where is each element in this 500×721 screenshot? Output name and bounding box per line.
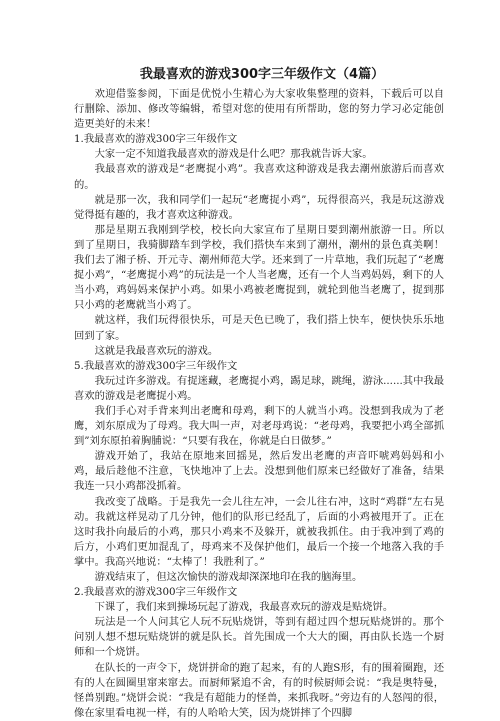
body-paragraph: 我们手心对手背来判出老鹰和母鸡，剩下的人就当小鸡。没想到我成为了老鹰，刘东原成为了母鸡。我大叫一声，对老母鸡说：“老母鸡，我要把小鸡全部抓到”刘东原拍着胸脯说：“只要有我在，你就是白日做梦。” xyxy=(74,404,444,448)
body-paragraph: 大家一定不知道我最喜欢的游戏是什么吧？那我就告诉大家。 xyxy=(94,148,373,161)
section-heading: 2.我最喜欢的游戏300字三年级作文 xyxy=(74,586,238,599)
body-paragraph: 我玩过许多游戏。有捉迷藏，老鹰捉小鸡，踢足球，跳绳，游泳......其中我最喜欢的游戏是老鹰捉小鸡。 xyxy=(74,374,444,402)
body-paragraph: 就这样，我们玩得很快乐，可是天色已晚了，我们搭上快车，便快快乐乐地回到了家。 xyxy=(74,314,444,342)
body-paragraph: 就是那一次，我和同学们一起玩“老鹰捉小鸡”，玩得很高兴，我是玩这游戏觉得挺有趣的，我才喜欢这种游戏。 xyxy=(74,193,444,221)
body-paragraph: 在队长的一声令下，烧饼拼命的跑了起来，有的人跑S形，有的围着圈跑，还有的人在圆圈里窜来窜去。而厨师紧追不舍，有的时候厨师会说：“我是奥特曼，怪兽别跑。”烧饼会说：“我是有超能力的怪兽，来抓我呀。”旁边有的人怒闯的很，像在家里看电视一样，有的人哈哈大笑，因为烧饼摔了个四脚 xyxy=(74,661,444,719)
section-heading: 1.我最喜欢的游戏300字三年级作文 xyxy=(74,133,238,146)
body-paragraph: 这就是我最喜欢玩的游戏。 xyxy=(94,344,219,357)
body-paragraph: 玩法是一个人问其它人玩不玩贴烧饼，等到有超过四个想玩贴烧饼的。那个问别人想不想玩贴烧饼的就是队长。首先围成一个大大的圈，再由队长选一个厨师和一个烧饼。 xyxy=(74,616,444,659)
body-paragraph: 游戏开始了，我站在原地来回摇晃，然后发出老鹰的声音吓唬鸡妈妈和小鸡，最后趁他不注意，飞快地冲了上去。没想到他们原来已经做好了准备，结果我连一只小鸡都没抓着。 xyxy=(74,450,444,493)
section-heading: 5.我最喜欢的游戏300字三年级作文 xyxy=(74,359,238,372)
body-paragraph: 我最喜欢的游戏是“老鹰捉小鸡”。我喜欢这种游戏是我去潮州旅游后而喜欢的。 xyxy=(74,163,444,191)
document-body xyxy=(74,87,444,721)
body-paragraph: 那是星期五我刚到学校，校长向大家宣布了星期日要到潮州旅游一日。所以到了星期日，我骑脚踏车到学校，我们搭快车来到了潮州，潮州的景色真美啊！我们去了湘子桥、开元寺、潮州师范大学。还来到了一片草地，我们玩起了“老鹰捉小鸡”，“老鹰捉小鸡”的玩法是一个人当老鹰，还有一个人当鸡妈妈，剩下的人当小鸡，鸡妈妈来保护小鸡。如果小鸡被老鹰捉到，就轮到他当老鹰了，捉到那只小鸡的老鹰就当小鸡了。 xyxy=(74,223,444,312)
body-paragraph: 游戏结束了，但这次愉快的游戏却深深地印在我的脑海里。 xyxy=(94,571,363,583)
intro-paragraph: 欢迎借鉴参阅，下面是优悦小生精心为大家收集整理的资料，下载后可以自行删除、添加、修改等编辑，希望对您的使用有所帮助，您的努力学习必定能创造更美好的未来！ xyxy=(74,88,444,131)
document-title: 我最喜欢的游戏300字三年级作文（4篇） xyxy=(139,67,385,82)
body-paragraph: 下课了，我们来到操场玩起了游戏，我最喜欢玩的游戏是贴烧饼。 xyxy=(94,601,394,614)
body-paragraph: 我改变了战略。于是我先一会儿往左冲，一会儿往右冲，这时“鸡群”左右晃动。我就这样晃动了几分钟，他们的队形已经乱了，后面的小鸡被甩开了。正在这时我扑向最后的小鸡，那只小鸡来不及躲开，就被我抓住。由于我冲到了鸡的后方，小鸡们更加混乱了，母鸡来不及保护他们，最后一个接一个地落入我的手掌中。我高兴地说：“太棒了！我胜利了。” xyxy=(74,495,444,568)
